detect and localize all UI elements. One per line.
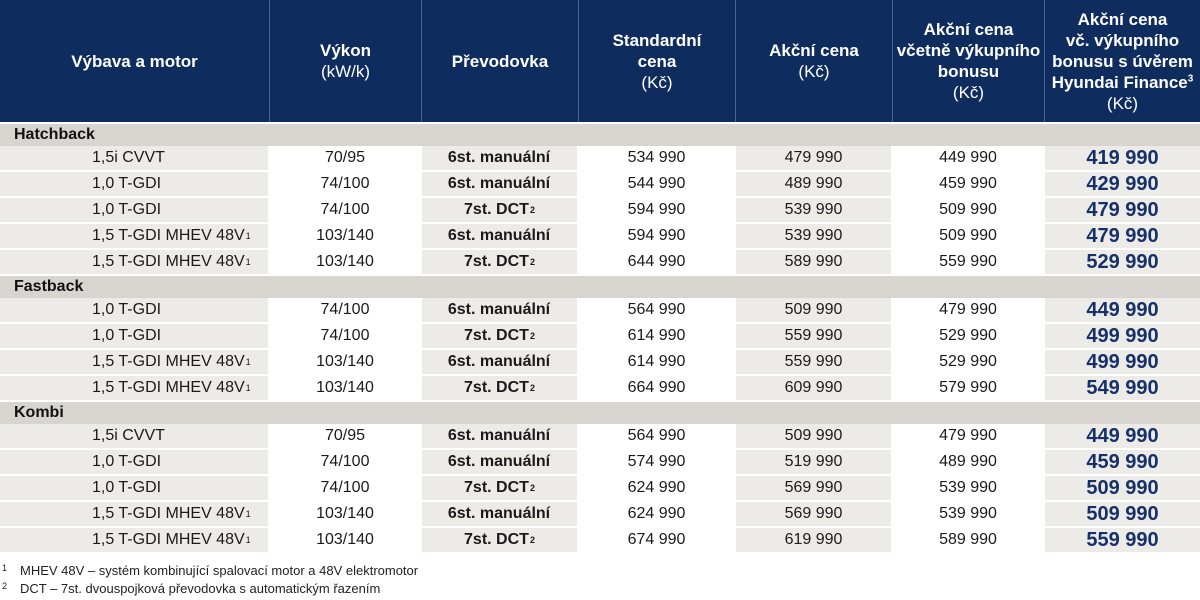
cell-power-text: 103/140 bbox=[316, 505, 374, 522]
table-row bbox=[0, 424, 1200, 450]
cell-gearbox bbox=[422, 172, 579, 198]
cell-action-price bbox=[736, 424, 893, 450]
cell-action-price-text: 509 990 bbox=[784, 301, 843, 318]
header-standard-price: Standardní cena (Kč) bbox=[579, 0, 736, 122]
cell-action-price-finance bbox=[1045, 324, 1200, 350]
cell-action-price bbox=[736, 146, 893, 172]
cell-power-text: 74/100 bbox=[320, 301, 370, 318]
cell-gearbox-text: 6st. manuální bbox=[447, 427, 551, 444]
cell-power-text: 103/140 bbox=[316, 353, 374, 370]
table-row bbox=[0, 224, 1200, 250]
footnote-text: DCT – 7st. dvouspojková převodovka s automatickým řazením bbox=[20, 581, 381, 596]
cell-action-price-finance bbox=[1045, 450, 1200, 476]
cell-gearbox-text: 6st. manuální bbox=[447, 453, 551, 470]
table-row bbox=[0, 198, 1200, 224]
cell-engine-text: 1,0 T-GDI bbox=[92, 301, 162, 318]
table-row bbox=[0, 528, 1200, 554]
table-row bbox=[0, 502, 1200, 528]
cell-gearbox bbox=[422, 224, 579, 250]
cell-action-price-bonus-text: 529 990 bbox=[939, 327, 997, 344]
cell-power bbox=[270, 172, 422, 198]
cell-standard-price bbox=[579, 250, 736, 276]
cell-standard-price-text: 674 990 bbox=[627, 531, 686, 548]
cell-power bbox=[270, 424, 422, 450]
cell-engine bbox=[0, 450, 270, 476]
cell-action-price-bonus bbox=[893, 376, 1045, 402]
footnote-number: 1 bbox=[2, 563, 8, 573]
cell-action-price-bonus bbox=[893, 350, 1045, 376]
cell-action-price-text: 489 990 bbox=[784, 175, 843, 192]
table-row bbox=[0, 376, 1200, 402]
cell-engine-text: 1,5 T-GDI MHEV 48V bbox=[92, 227, 245, 244]
cell-action-price-finance-text: 479 990 bbox=[1086, 224, 1159, 247]
cell-power-text: 74/100 bbox=[320, 201, 370, 218]
cell-action-price bbox=[736, 528, 893, 554]
cell-action-price-bonus-text: 589 990 bbox=[939, 531, 997, 548]
cell-action-price-bonus-text: 459 990 bbox=[939, 175, 997, 192]
cell-standard-price-text: 664 990 bbox=[627, 379, 686, 396]
cell-engine-text: 1,0 T-GDI bbox=[92, 479, 162, 496]
cell-standard-price bbox=[579, 198, 736, 224]
footnote-text: MHEV 48V – systém kombinující spalovací motor a 48V elektromotor bbox=[20, 563, 419, 578]
cell-action-price-finance-text: 459 990 bbox=[1086, 450, 1159, 473]
cell-action-price-text: 479 990 bbox=[784, 149, 843, 166]
cell-engine bbox=[0, 198, 270, 224]
cell-standard-price bbox=[579, 376, 736, 402]
cell-power-text: 74/100 bbox=[320, 453, 370, 470]
header-gearbox: Převodovka bbox=[422, 0, 579, 122]
cell-action-price-bonus bbox=[893, 172, 1045, 198]
cell-standard-price bbox=[579, 502, 736, 528]
cell-engine: 1,5 T-GDI MHEV 48V 1 bbox=[0, 528, 270, 554]
cell-engine bbox=[0, 146, 270, 172]
cell-action-price-text: 559 990 bbox=[784, 353, 843, 370]
cell-gearbox-text: 7st. DCT bbox=[464, 253, 529, 270]
cell-engine-text: 1,5i CVVT bbox=[92, 427, 165, 444]
cell-action-price-bonus bbox=[893, 476, 1045, 502]
cell-action-price-finance bbox=[1045, 224, 1200, 250]
cell-standard-price bbox=[579, 298, 736, 324]
cell-engine-text: 1,5 T-GDI MHEV 48V bbox=[92, 531, 245, 548]
cell-action-price-finance bbox=[1045, 198, 1200, 224]
cell-engine: 1,5 T-GDI MHEV 48V 1 bbox=[0, 350, 270, 376]
cell-power bbox=[270, 350, 422, 376]
cell-action-price bbox=[736, 476, 893, 502]
cell-standard-price-text: 564 990 bbox=[627, 427, 686, 444]
cell-action-price-bonus bbox=[893, 424, 1045, 450]
cell-action-price-text: 539 990 bbox=[784, 201, 843, 218]
cell-action-price-bonus-text: 539 990 bbox=[939, 479, 997, 496]
cell-engine bbox=[0, 298, 270, 324]
cell-power bbox=[270, 502, 422, 528]
cell-gearbox-text: 7st. DCT bbox=[464, 201, 529, 218]
cell-gearbox: 7st. DCT 2 bbox=[422, 476, 579, 502]
cell-gearbox-text: 7st. DCT bbox=[464, 531, 529, 548]
cell-action-price-finance bbox=[1045, 298, 1200, 324]
cell-engine bbox=[0, 424, 270, 450]
cell-gearbox bbox=[422, 502, 579, 528]
cell-gearbox bbox=[422, 450, 579, 476]
cell-action-price-bonus-text: 559 990 bbox=[939, 253, 997, 270]
cell-engine bbox=[0, 476, 270, 502]
cell-engine bbox=[0, 324, 270, 350]
cell-action-price-finance-text: 419 990 bbox=[1086, 146, 1159, 169]
cell-action-price-text: 569 990 bbox=[784, 479, 843, 496]
cell-standard-price bbox=[579, 224, 736, 250]
cell-power bbox=[270, 528, 422, 554]
cell-engine-text: 1,5 T-GDI MHEV 48V bbox=[92, 253, 245, 270]
cell-action-price-bonus-text: 529 990 bbox=[939, 353, 997, 370]
cell-standard-price-text: 594 990 bbox=[627, 201, 686, 218]
table-header bbox=[0, 0, 1200, 122]
cell-power-text: 70/95 bbox=[324, 427, 366, 444]
cell-gearbox bbox=[422, 298, 579, 324]
cell-action-price-text: 509 990 bbox=[784, 427, 843, 444]
cell-power-text: 74/100 bbox=[320, 479, 370, 496]
header-action-price-finance: Akční cena vč. výkupního bonusu s úvěrem Hyundai Finance$^3$ (Kč) bbox=[1051, 9, 1194, 113]
cell-action-price bbox=[736, 224, 893, 250]
cell-action-price-finance-text: 499 990 bbox=[1086, 324, 1159, 347]
cell-gearbox-text: 7st. DCT bbox=[464, 479, 529, 496]
cell-action-price bbox=[736, 376, 893, 402]
cell-standard-price-text: 544 990 bbox=[627, 175, 686, 192]
cell-engine-text: 1,5 T-GDI MHEV 48V bbox=[92, 505, 245, 522]
cell-action-price-finance-text: 559 990 bbox=[1086, 528, 1159, 551]
cell-standard-price bbox=[579, 450, 736, 476]
cell-gearbox: 7st. DCT 2 bbox=[422, 376, 579, 402]
cell-action-price-bonus bbox=[893, 528, 1045, 554]
cell-action-price-finance bbox=[1045, 424, 1200, 450]
cell-action-price-finance bbox=[1045, 502, 1200, 528]
cell-power bbox=[270, 324, 422, 350]
cell-action-price-finance-text: 449 990 bbox=[1086, 298, 1159, 321]
cell-action-price bbox=[736, 172, 893, 198]
cell-standard-price-text: 614 990 bbox=[627, 353, 686, 370]
cell-power-text: 103/140 bbox=[316, 253, 374, 270]
cell-action-price-bonus bbox=[893, 324, 1045, 350]
table-row bbox=[0, 476, 1200, 502]
cell-power-text: 103/140 bbox=[316, 531, 374, 548]
footnote-number: 2 bbox=[2, 581, 8, 591]
cell-action-price bbox=[736, 324, 893, 350]
cell-action-price-bonus bbox=[893, 146, 1045, 172]
cell-gearbox: 7st. DCT 2 bbox=[422, 198, 579, 224]
cell-engine-text: 1,5i CVVT bbox=[92, 149, 165, 166]
cell-standard-price-text: 564 990 bbox=[627, 301, 686, 318]
cell-gearbox-text: 7st. DCT bbox=[464, 327, 529, 344]
cell-action-price-bonus bbox=[893, 198, 1045, 224]
cell-standard-price bbox=[579, 146, 736, 172]
cell-gearbox bbox=[422, 424, 579, 450]
cell-action-price-bonus-text: 449 990 bbox=[939, 149, 997, 166]
cell-action-price bbox=[736, 502, 893, 528]
cell-action-price-bonus bbox=[893, 450, 1045, 476]
table-row bbox=[0, 250, 1200, 276]
cell-gearbox-text: 6st. manuální bbox=[447, 301, 551, 318]
table-row bbox=[0, 146, 1200, 172]
table-row bbox=[0, 350, 1200, 376]
cell-gearbox-text: 6st. manuální bbox=[447, 227, 551, 244]
header-power bbox=[270, 0, 422, 122]
cell-standard-price-text: 624 990 bbox=[627, 479, 686, 496]
cell-action-price bbox=[736, 250, 893, 276]
cell-action-price-finance-text: 509 990 bbox=[1086, 502, 1159, 525]
cell-action-price-finance-text: 429 990 bbox=[1086, 172, 1159, 195]
cell-action-price-text: 519 990 bbox=[784, 453, 843, 470]
cell-action-price-bonus-text: 479 990 bbox=[939, 301, 997, 318]
cell-standard-price-text: 624 990 bbox=[627, 505, 686, 522]
cell-power bbox=[270, 224, 422, 250]
cell-action-price-finance bbox=[1045, 476, 1200, 502]
cell-standard-price-text: 614 990 bbox=[627, 327, 686, 344]
table-row bbox=[0, 324, 1200, 350]
cell-standard-price-text: 574 990 bbox=[627, 453, 686, 470]
cell-power-text: 103/140 bbox=[316, 379, 374, 396]
cell-power-text: 74/100 bbox=[320, 175, 370, 192]
cell-action-price-text: 619 990 bbox=[784, 531, 843, 548]
cell-action-price-bonus-text: 539 990 bbox=[939, 505, 997, 522]
cell-action-price-text: 569 990 bbox=[784, 505, 843, 522]
cell-power bbox=[270, 476, 422, 502]
cell-gearbox-text: 6st. manuální bbox=[447, 505, 551, 522]
cell-standard-price bbox=[579, 528, 736, 554]
cell-standard-price-text: 534 990 bbox=[627, 149, 686, 166]
cell-power-text: 70/95 bbox=[324, 149, 366, 166]
cell-action-price-bonus-text: 579 990 bbox=[939, 379, 997, 396]
cell-engine: 1,5 T-GDI MHEV 48V 1 bbox=[0, 224, 270, 250]
cell-action-price-finance-text: 479 990 bbox=[1086, 198, 1159, 221]
cell-action-price-finance bbox=[1045, 250, 1200, 276]
cell-gearbox-text: 7st. DCT bbox=[464, 379, 529, 396]
cell-power bbox=[270, 376, 422, 402]
cell-action-price-bonus bbox=[893, 224, 1045, 250]
cell-action-price bbox=[736, 198, 893, 224]
cell-engine-text: 1,0 T-GDI bbox=[92, 175, 162, 192]
cell-gearbox-text: 6st. manuální bbox=[447, 353, 551, 370]
table-row bbox=[0, 298, 1200, 324]
cell-action-price-text: 589 990 bbox=[784, 253, 843, 270]
cell-action-price-bonus-text: 509 990 bbox=[939, 227, 997, 244]
cell-engine-text: 1,5 T-GDI MHEV 48V bbox=[92, 379, 245, 396]
cell-action-price bbox=[736, 350, 893, 376]
cell-standard-price bbox=[579, 350, 736, 376]
section-title: Hatchback bbox=[0, 124, 1200, 146]
cell-action-price-finance-text: 529 990 bbox=[1086, 250, 1159, 273]
cell-action-price-finance-text: 549 990 bbox=[1086, 376, 1159, 399]
table-row bbox=[0, 450, 1200, 476]
cell-gearbox bbox=[422, 146, 579, 172]
cell-action-price-bonus bbox=[893, 298, 1045, 324]
cell-standard-price-text: 644 990 bbox=[627, 253, 686, 270]
cell-gearbox-text: 6st. manuální bbox=[447, 149, 551, 166]
cell-gearbox: 7st. DCT 2 bbox=[422, 324, 579, 350]
cell-action-price bbox=[736, 450, 893, 476]
cell-power bbox=[270, 250, 422, 276]
cell-power bbox=[270, 198, 422, 224]
cell-engine: 1,5 T-GDI MHEV 48V 1 bbox=[0, 502, 270, 528]
header-power-unit: (kW/k) bbox=[320, 62, 371, 81]
cell-engine-text: 1,0 T-GDI bbox=[92, 327, 162, 344]
cell-action-price-bonus bbox=[893, 502, 1045, 528]
cell-action-price-finance bbox=[1045, 528, 1200, 554]
cell-engine: 1,5 T-GDI MHEV 48V 1 bbox=[0, 250, 270, 276]
cell-standard-price bbox=[579, 424, 736, 450]
cell-action-price-text: 539 990 bbox=[784, 227, 843, 244]
section-title: Fastback bbox=[0, 276, 1200, 298]
cell-action-price-finance-text: 509 990 bbox=[1086, 476, 1159, 499]
cell-action-price bbox=[736, 298, 893, 324]
cell-gearbox bbox=[422, 350, 579, 376]
cell-power-text: 74/100 bbox=[320, 327, 370, 344]
cell-power bbox=[270, 146, 422, 172]
cell-action-price-bonus-text: 489 990 bbox=[939, 453, 997, 470]
cell-power bbox=[270, 298, 422, 324]
header-equipment-engine: Výbava a motor bbox=[0, 0, 270, 122]
cell-action-price-text: 559 990 bbox=[784, 327, 843, 344]
footnote bbox=[0, 562, 1200, 580]
cell-action-price-finance bbox=[1045, 376, 1200, 402]
cell-gearbox: 7st. DCT 2 bbox=[422, 250, 579, 276]
cell-engine: 1,5 T-GDI MHEV 48V 1 bbox=[0, 376, 270, 402]
header-power-title: Výkon bbox=[319, 41, 372, 60]
cell-standard-price-text: 594 990 bbox=[627, 227, 686, 244]
section-title: Kombi bbox=[0, 402, 1200, 424]
header-action-price-bonus: Akční cena včetně výkupního bonusu (Kč) bbox=[893, 0, 1045, 122]
cell-engine-text: 1,5 T-GDI MHEV 48V bbox=[92, 353, 245, 370]
cell-standard-price bbox=[579, 476, 736, 502]
cell-power-text: 103/140 bbox=[316, 227, 374, 244]
cell-action-price-bonus bbox=[893, 250, 1045, 276]
header-action-price: Akční cena (Kč) bbox=[736, 0, 893, 122]
cell-action-price-finance bbox=[1045, 172, 1200, 198]
cell-action-price-finance bbox=[1045, 146, 1200, 172]
cell-engine-text: 1,0 T-GDI bbox=[92, 453, 162, 470]
cell-action-price-text: 609 990 bbox=[784, 379, 843, 396]
cell-engine-text: 1,0 T-GDI bbox=[92, 201, 162, 218]
cell-standard-price bbox=[579, 324, 736, 350]
cell-action-price-finance bbox=[1045, 350, 1200, 376]
cell-engine bbox=[0, 172, 270, 198]
cell-action-price-bonus-text: 479 990 bbox=[939, 427, 997, 444]
cell-action-price-finance-text: 499 990 bbox=[1086, 350, 1159, 373]
cell-gearbox: 7st. DCT 2 bbox=[422, 528, 579, 554]
cell-standard-price bbox=[579, 172, 736, 198]
cell-action-price-finance-text: 449 990 bbox=[1086, 424, 1159, 447]
cell-action-price-bonus-text: 509 990 bbox=[939, 201, 997, 218]
cell-power bbox=[270, 450, 422, 476]
footnote bbox=[0, 580, 1200, 598]
cell-gearbox-text: 6st. manuální bbox=[447, 175, 551, 192]
table-row bbox=[0, 172, 1200, 198]
